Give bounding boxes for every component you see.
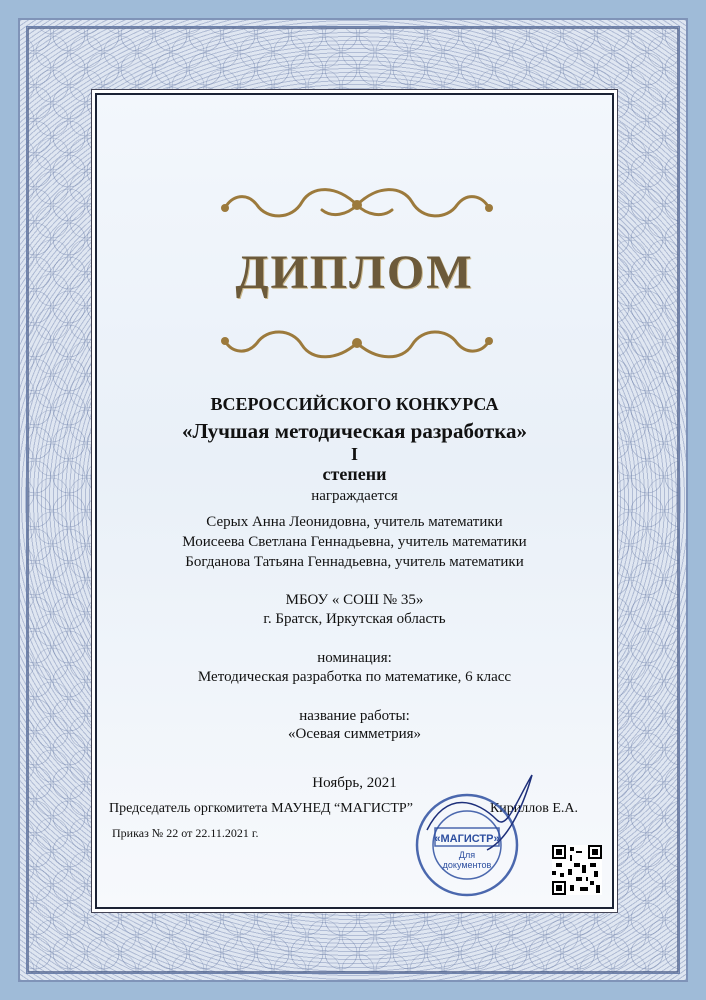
qr-code-icon (552, 845, 602, 895)
work-title: «Осевая симметрия» (287, 726, 421, 742)
recipient-2: Моисеева Светлана Геннадьевна, учитель математики (182, 534, 527, 550)
nomination-label: номинация: (317, 650, 392, 666)
signature-line: Председатель оргкомитета МАУНЕД “МАГИСТР” (109, 801, 413, 816)
recipient-1: Серых Анна Леонидовна, учитель математики (206, 514, 503, 530)
diploma-panel (95, 93, 614, 909)
school: МБОУ « СОШ № 35» (285, 592, 424, 608)
degree: I (350, 444, 358, 464)
awarded-text: награждается (311, 488, 398, 504)
top-ornament-icon (217, 180, 497, 230)
seal-sub1-text: Для (458, 850, 476, 860)
order-text: Приказ № 22 от 22.11.2021 г. (112, 826, 259, 840)
contest-line-2: «Лучшая методическая разработка» (181, 419, 528, 443)
contest-line-1: ВСЕРОССИЙСКОГО КОНКУРСА (210, 394, 499, 414)
diploma-title: ДИПЛОМ (235, 246, 474, 299)
city: г. Братск, Иркутская область (263, 611, 446, 627)
signer-name: Кириллов Е.А. (489, 801, 579, 816)
date: Ноябрь, 2021 (312, 775, 397, 791)
recipient-3: Богданова Татьяна Геннадьевна, учитель математики (185, 554, 524, 570)
work-label: название работы: (299, 708, 410, 724)
seal-sub2-text: документов (442, 860, 492, 870)
stamp-seal (407, 770, 547, 900)
seal-center-text: «МАГИСТР» (434, 833, 500, 845)
nomination: Методическая разработка по математике, 6 класс (197, 669, 512, 685)
bottom-ornament-icon (217, 323, 497, 363)
degree-word: степени (322, 464, 387, 484)
